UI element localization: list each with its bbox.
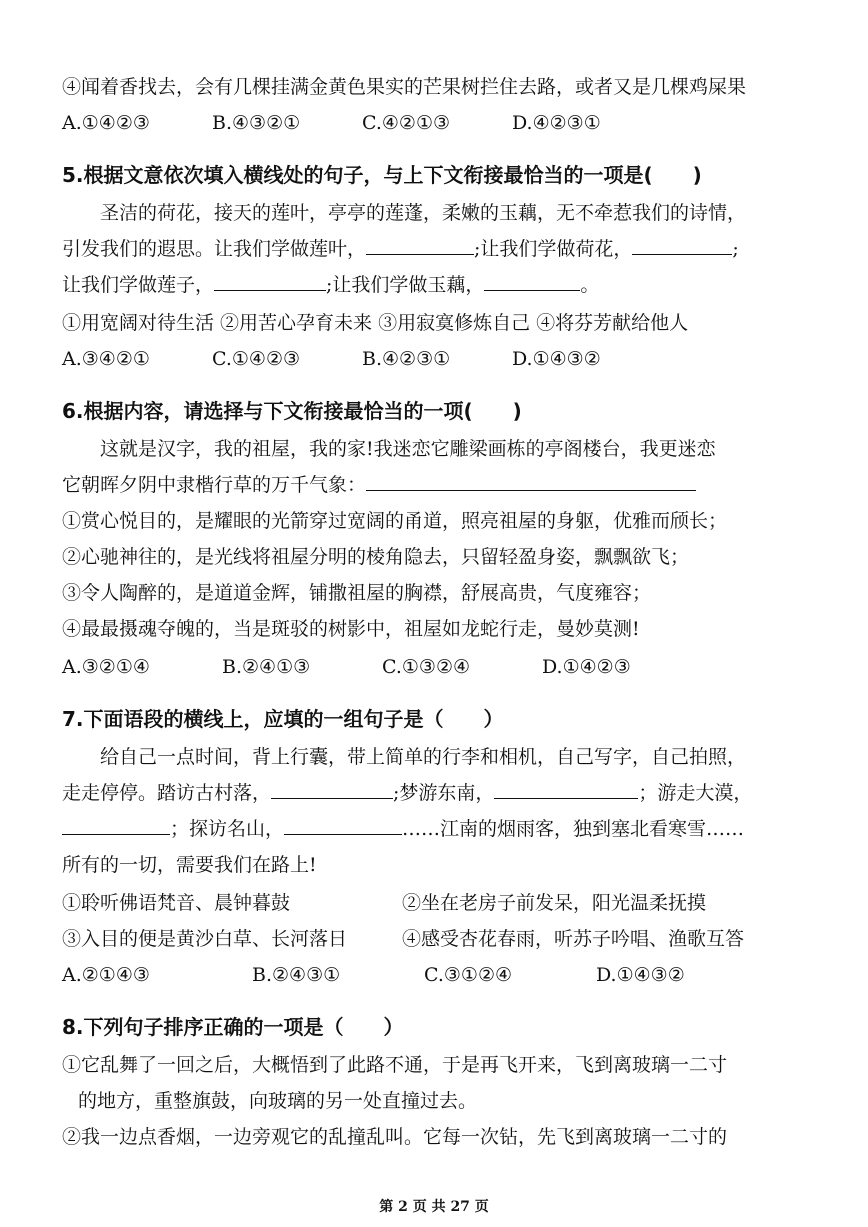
option-b: B.②④①③ [222, 656, 311, 678]
q6-item-2: ②心驰神往的，是光线将祖屋分明的棱角隐去，只留轻盈身姿，飘飘欲飞； [62, 546, 690, 568]
q7-item-1: ①聆听佛语梵音、晨钟暮鼓 [62, 892, 291, 914]
option-d: D.①④③② [596, 964, 685, 986]
text-line: ④闻着香找去，会有几棵挂满金黄色果实的芒果树拦住去路，或者又是几棵鸡屎果 [62, 76, 747, 98]
answer-blank [366, 472, 696, 491]
option-a: A.②①④③ [62, 964, 150, 986]
q6-item-4: ④最最摄魂夺魄的，当是斑驳的树影中，祖屋如龙蛇行走，曼妙莫测! [62, 618, 640, 640]
text-line: ①它乱舞了一回之后，大概悟到了此路不通，于是再飞开来，飞到离玻璃一二寸 [62, 1054, 728, 1076]
text-line: 让我们学做莲子， ;让我们学做玉藕， 。 [62, 274, 600, 296]
option-c: C.③①②④ [424, 964, 513, 986]
text-line: 圣洁的荷花，接天的莲叶，亭亭的莲蓬，柔嫩的玉藕，无不牵惹我们的诗情， [100, 202, 747, 224]
q7-items-row-2 [62, 926, 744, 952]
answer-blank [62, 816, 170, 835]
answer-blank [632, 236, 732, 255]
text-line: 给自己一点时间，背上行囊，带上简单的行李和相机，自己写字，自己拍照， [100, 746, 747, 768]
page-number-footer: 第 2 页 共 27 页 [379, 1199, 489, 1215]
question-7-title: 7.下面语段的横线上，应填的一组句子是（ ） [62, 707, 504, 731]
option-c: C.①③②④ [382, 656, 471, 678]
answer-blank [484, 272, 580, 291]
q5-options [62, 346, 662, 372]
question-5-title: 5.根据文意依次填入横线处的句子，与上下文衔接最恰当的一项是( ) [62, 163, 702, 187]
q4-options [62, 110, 662, 136]
option-d: D.①④③② [512, 348, 601, 370]
option-a: A.③④②① [62, 348, 150, 370]
option-b: B.②④③① [252, 964, 341, 986]
answer-blank [284, 816, 402, 835]
q7-options [62, 962, 746, 988]
option-d: D.①④②③ [542, 656, 631, 678]
answer-blank [214, 272, 326, 291]
option-a: A.③②①④ [62, 656, 150, 678]
option-c: C.①④②③ [212, 348, 301, 370]
text-line: 所有的一切，需要我们在路上! [62, 854, 317, 876]
text-line: ②我一边点香烟，一边旁观它的乱撞乱叫。它每一次钻，先飞到离玻璃一二寸的 [62, 1126, 728, 1148]
option-a: A.①④②③ [62, 112, 150, 134]
option-d: D.④②③① [512, 112, 601, 134]
q6-item-3: ③令人陶醉的，是道道金辉，铺撒祖屋的胸襟，舒展高贵，气度雍容； [62, 582, 652, 604]
option-b: B.④②③① [362, 348, 451, 370]
answer-blank [366, 236, 474, 255]
q6-item-1: ①赏心悦目的，是耀眼的光箭穿过宽阔的甬道，照亮祖屋的身躯，优雅而颀长； [62, 510, 728, 532]
answer-blank [271, 780, 393, 799]
option-b: B.④③②① [212, 112, 301, 134]
q7-item-4: ④感受杏花春雨，听苏子吟唱、渔歌互答 [402, 928, 745, 950]
text-line: ；探访名山， ……江南的烟雨客，独到塞北看寒雪…… [62, 816, 744, 842]
text-line: 这就是汉字，我的祖屋，我的家!我迷恋它雕梁画栋的亭阁楼台，我更迷恋 [100, 438, 716, 460]
question-6-title: 6.根据内容，请选择与下文衔接最恰当的一项( ) [62, 399, 522, 423]
answer-blank [494, 780, 638, 799]
q7-items-row-1 [62, 890, 706, 916]
text-line: 它朝晖夕阴中隶楷行草的万千气象： [62, 472, 696, 498]
text-line: 引发我们的遐思。让我们学做莲叶， ;让我们学做荷花， ; [62, 238, 739, 260]
q7-item-3: ③入目的便是黄沙白草、长河落日 [62, 928, 348, 950]
q7-item-2: ②坐在老房子前发呆，阳光温柔抚摸 [402, 892, 707, 914]
text-line: 的地方，重整旗鼓，向玻璃的另一处直撞过去。 [78, 1090, 478, 1112]
q6-options [62, 654, 702, 680]
q5-items: ①用宽阔对待生活 ②用苦心孕育未来 ③用寂寞修炼自己 ④将芬芳献给他人 [62, 312, 689, 334]
option-c: C.④②①③ [362, 112, 451, 134]
question-8-title: 8.下列句子排序正确的一项是（ ） [62, 1015, 404, 1039]
text-line: 走走停停。踏访古村落， ;梦游东南， ；游走大漠， [62, 782, 753, 804]
